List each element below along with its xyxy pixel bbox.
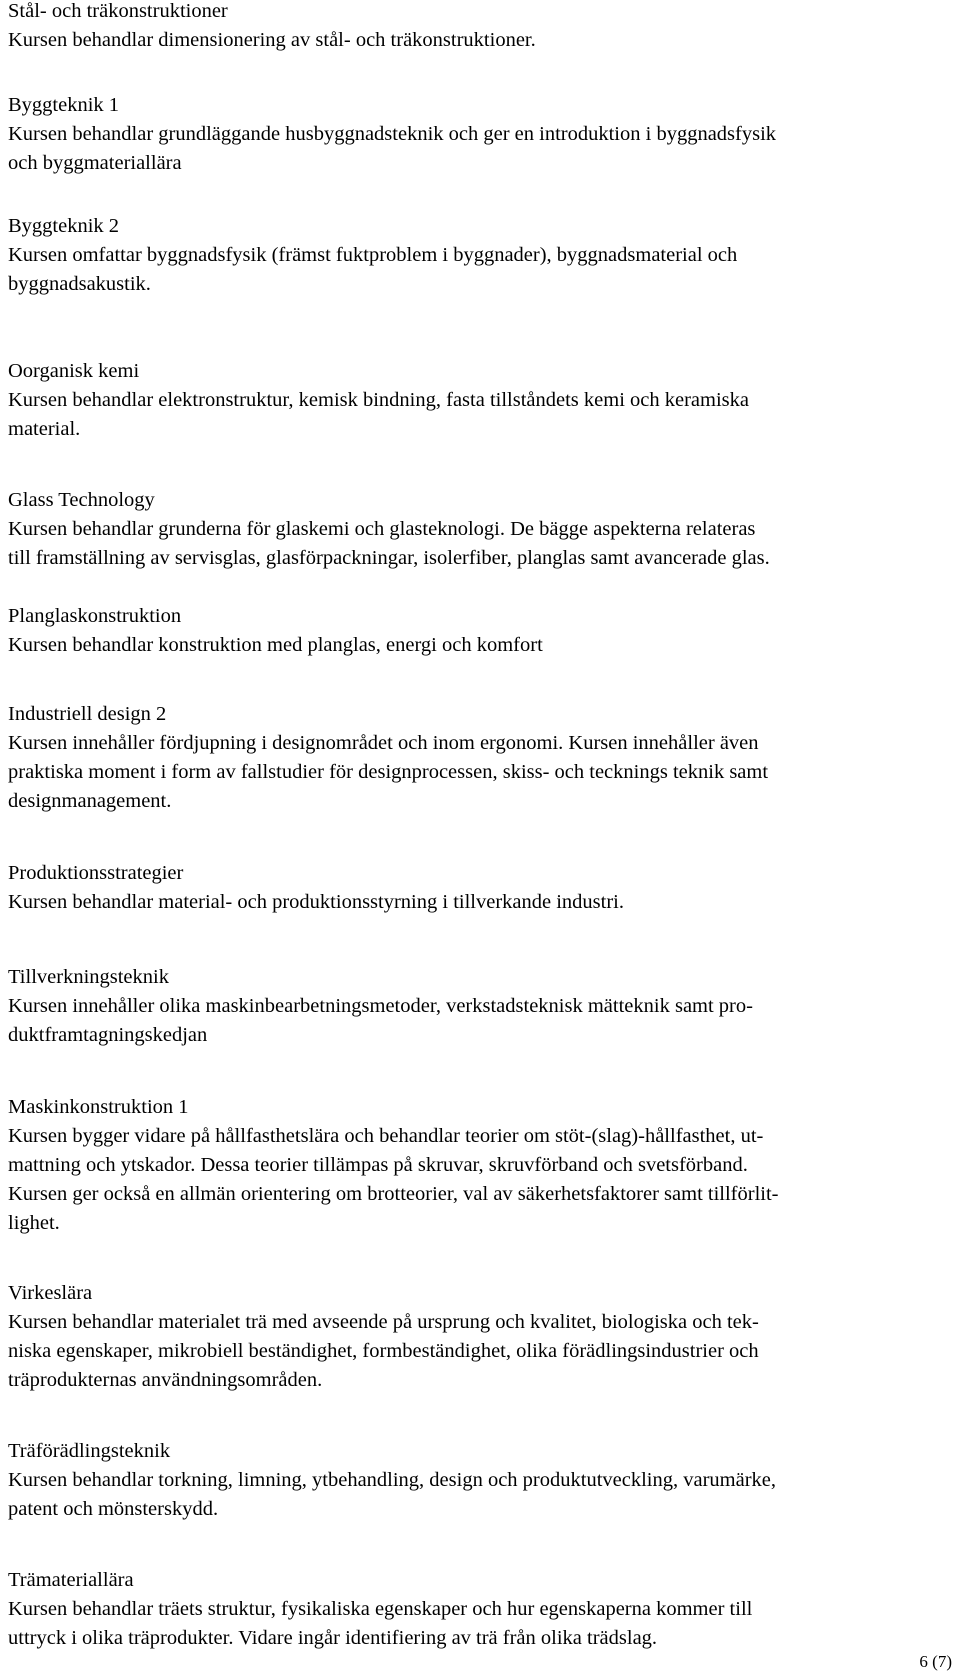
- description-line: lighet.: [8, 1212, 60, 1234]
- description-line: Kursen behandlar träets struktur, fysikaliska egenskaper och hur egenskaperna kommer till: [8, 1598, 753, 1620]
- course-block: [8, 1566, 948, 1653]
- description-line: praktiska moment i form av fallstudier för designprocessen, skiss- och tecknings teknik samt: [8, 761, 769, 783]
- course-title: Byggteknik 2: [8, 215, 120, 237]
- course-description: [8, 1122, 948, 1238]
- description-line: träprodukternas användningsområden.: [8, 1369, 323, 1391]
- description-line: uttryck i olika träprodukter. Vidare ingår identifiering av trä från olika trädslag.: [8, 1627, 658, 1649]
- course-block: [8, 700, 948, 816]
- course-title: Trämateriallära: [8, 1569, 134, 1591]
- course-description: [8, 631, 948, 660]
- course-block: [8, 91, 948, 178]
- page-number: 6 (7): [919, 1652, 952, 1671]
- course-block: [8, 0, 948, 55]
- course-block: [8, 859, 948, 917]
- course-description: [8, 888, 948, 917]
- course-title: Virkeslära: [8, 1282, 93, 1304]
- description-line: Kursen ger också en allmän orientering om brotteorier, val av säkerhetsfaktorer samt tillförlit-: [8, 1183, 779, 1205]
- description-line: Kursen omfattar byggnadsfysik (främst fuktproblem i byggnader), byggnadsmaterial och: [8, 244, 738, 266]
- description-line: Kursen behandlar konstruktion med planglas, energi och komfort: [8, 634, 543, 656]
- description-line: byggnadsakustik.: [8, 273, 151, 295]
- description-line: Kursen behandlar torkning, limning, ytbehandling, design och produktutveckling, varumärke,: [8, 1469, 777, 1491]
- course-title: Tillverkningsteknik: [8, 966, 169, 988]
- course-description: [8, 1308, 948, 1395]
- course-description: [8, 515, 948, 573]
- course-title: Glass Technology: [8, 489, 155, 511]
- course-block: [8, 1093, 948, 1238]
- description-line: designmanagement.: [8, 790, 172, 812]
- course-description: [8, 1595, 948, 1653]
- description-line: mattning och ytskador. Dessa teorier tillämpas på skruvar, skruvförband och svetsförband.: [8, 1154, 748, 1176]
- course-title: Produktionsstrategier: [8, 862, 184, 884]
- course-title: Oorganisk kemi: [8, 360, 140, 382]
- course-description: [8, 729, 948, 816]
- description-line: Kursen behandlar grunderna för glaskemi och glasteknologi. De bägge aspekterna relateras: [8, 518, 756, 540]
- description-line: Kursen bygger vidare på hållfasthetslära och behandlar teorier om stöt-(slag)-hållfasthet, ut-: [8, 1125, 764, 1147]
- course-description: [8, 1466, 948, 1524]
- course-title: Träförädlingsteknik: [8, 1440, 171, 1462]
- course-block: [8, 1437, 948, 1524]
- course-block: [8, 486, 948, 573]
- course-title: Planglaskonstruktion: [8, 605, 182, 627]
- description-line: material.: [8, 418, 81, 440]
- course-description: [8, 241, 948, 299]
- course-description: [8, 26, 948, 55]
- description-line: Kursen behandlar materialet trä med avseende på ursprung och kvalitet, biologiska och tek-: [8, 1311, 759, 1333]
- course-block: [8, 357, 948, 444]
- description-line: Kursen innehåller olika maskinbearbetningsmetoder, verkstadsteknisk mätteknik samt pro-: [8, 995, 753, 1017]
- description-line: patent och mönsterskydd.: [8, 1498, 219, 1520]
- course-title: Stål- och träkonstruktioner: [8, 0, 228, 22]
- description-line: och byggmateriallära: [8, 152, 182, 174]
- course-block: [8, 1279, 948, 1395]
- description-line: Kursen behandlar elektronstruktur, kemisk bindning, fasta tillståndets kemi och keramiska: [8, 389, 749, 411]
- description-line: Kursen innehåller fördjupning i designområdet och inom ergonomi. Kursen innehåller även: [8, 732, 759, 754]
- course-block: [8, 963, 948, 1050]
- description-line: Kursen behandlar material- och produktionsstyrning i tillverkande industri.: [8, 891, 624, 913]
- description-line: niska egenskaper, mikrobiell beständighet, formbeständighet, olika förädlingsindustrier och: [8, 1340, 759, 1362]
- course-block: [8, 602, 948, 660]
- course-title: Byggteknik 1: [8, 94, 120, 116]
- course-description: [8, 386, 948, 444]
- description-line: Kursen behandlar grundläggande husbyggnadsteknik och ger en introduktion i byggnadsfysik: [8, 123, 777, 145]
- description-line: till framställning av servisglas, glasförpackningar, isolerfiber, planglas samt avancerade glas.: [8, 547, 770, 569]
- course-description: [8, 120, 948, 178]
- course-block: [8, 212, 948, 299]
- course-title: Industriell design 2: [8, 703, 167, 725]
- description-line: Kursen behandlar dimensionering av stål- och träkonstruktioner.: [8, 29, 536, 51]
- course-title: Maskinkonstruktion 1: [8, 1096, 189, 1118]
- course-description: [8, 992, 948, 1050]
- description-line: duktframtagningskedjan: [8, 1024, 208, 1046]
